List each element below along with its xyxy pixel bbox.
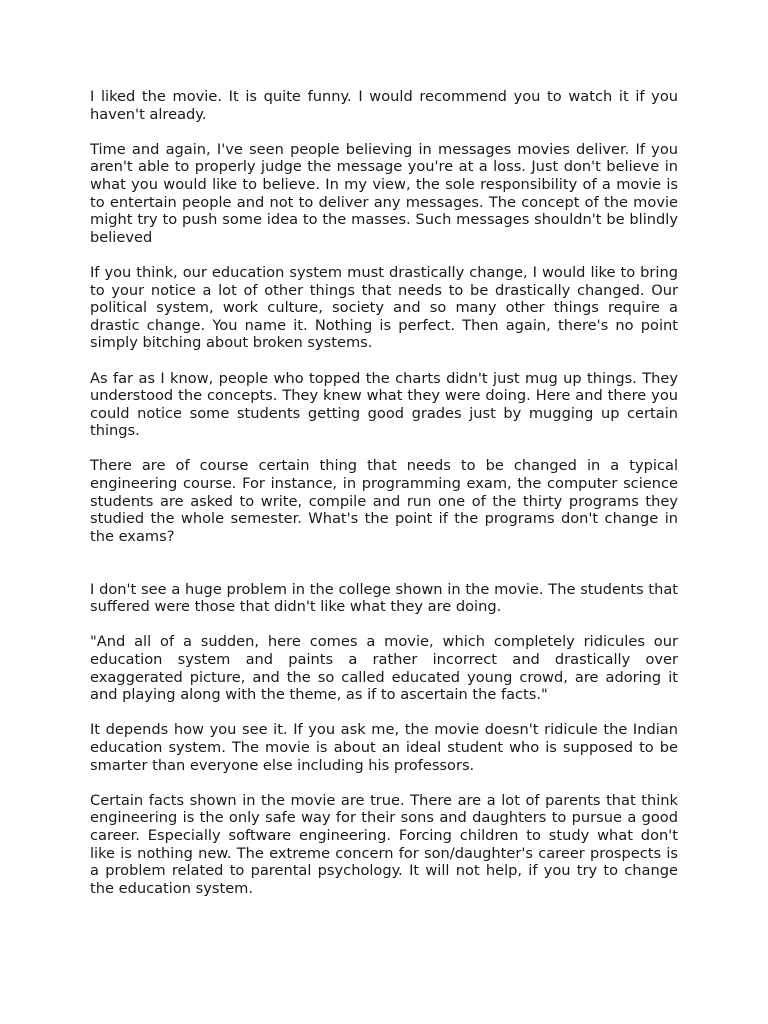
paragraph-9: Certain facts shown in the movie are true. There are a lot of parents that think engineering is the only safe way for their sons and daughters to pursue a good career. Especially software engineering. Forcing children to study what don't like is nothing new. The extreme concern for son/daughter's career prospects is a problem related to parental psychology. It will not help, if you try to change the education system.	[90, 791, 678, 897]
document-page	[90, 88, 678, 915]
paragraph-3: If you think, our education system must drastically change, I would like to bring to your notice a lot of other things that needs to be drastically changed. Our political system, work culture, society and so many other things require a drastic change. You name it. Nothing is perfect. Then again, there's no point simply bitching about broken systems.	[90, 263, 678, 352]
paragraph-2: Time and again, I've seen people believing in messages movies deliver. If you aren't able to properly judge the message you're at a loss. Just don't believe in what you would like to believe. In my view, the sole responsibility of a movie is to entertain people and not to deliver any messages. The concept of the movie might try to push some idea to the masses. Such messages shouldn't be blindly believed	[90, 140, 678, 246]
paragraph-6: I don't see a huge problem in the college shown in the movie. The students that suffered were those that didn't like what they are doing.	[90, 580, 678, 616]
paragraph-5: There are of course certain thing that needs to be changed in a typical engineering course. For instance, in programming exam, the computer science students are asked to write, compile and run one of the thirty programs they studied the whole semester. What's the point if the programs don't change in the exams?	[90, 457, 678, 545]
paragraph-7-quote: "And all of a sudden, here comes a movie, which completely ridicules our education system and paints a rather incorrect and drastically over exaggerated picture, and the so called educated young crowd, are adoring it and playing along with the theme, as if to ascertain the facts."	[90, 633, 678, 704]
paragraph-8: It depends how you see it. If you ask me, the movie doesn't ridicule the Indian education system. The movie is about an ideal student who is supposed to be smarter than everyone else including his professors.	[90, 721, 678, 774]
paragraph-4: As far as I know, people who topped the charts didn't just mug up things. They understood the concepts. They knew what they were doing. Here and there you could notice some students getting good grades just by mugging up certain things.	[90, 369, 678, 440]
paragraph-1: I liked the movie. It is quite funny. I would recommend you to watch it if you haven't already.	[90, 88, 678, 123]
